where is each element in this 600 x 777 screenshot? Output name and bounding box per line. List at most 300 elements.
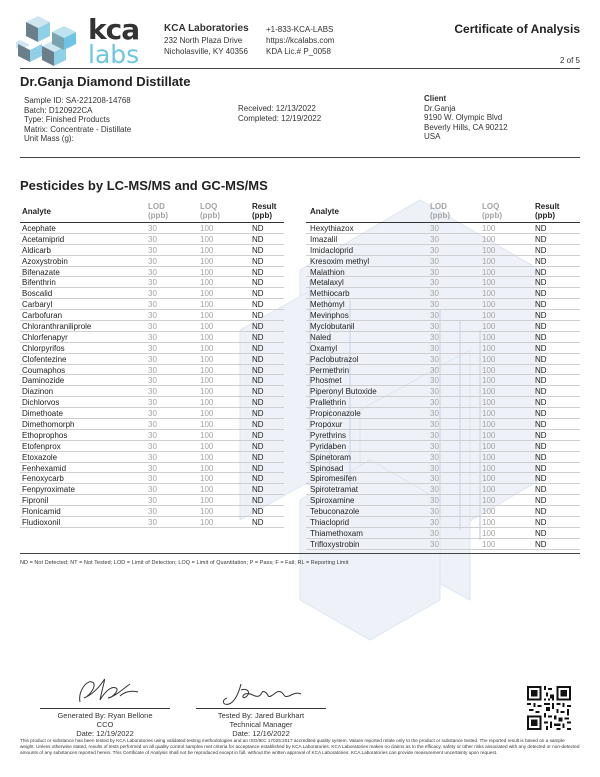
loq-header-label: LOQ xyxy=(482,202,500,211)
lod-cell: 30 xyxy=(148,311,157,321)
lod-header-label: LOD xyxy=(148,202,165,211)
analyte-cell: Spiromesifen xyxy=(310,474,357,484)
loq-header-unit: (ppb) xyxy=(200,211,220,220)
lab-contact-block xyxy=(266,24,334,57)
lod-cell: 30 xyxy=(148,430,157,440)
lod-header-label: LOD xyxy=(430,202,447,211)
loq-cell: 100 xyxy=(200,474,214,484)
table-row xyxy=(20,299,284,310)
analyte-cell: Hexythiazox xyxy=(310,224,354,233)
signature-left-handwriting xyxy=(60,672,150,708)
result-cell: ND xyxy=(252,224,264,233)
result-cell: ND xyxy=(252,289,264,299)
table-row xyxy=(20,375,284,386)
lod-cell: 30 xyxy=(430,311,439,321)
analyte-cell: Bifenazate xyxy=(22,267,60,277)
table-row xyxy=(20,506,284,517)
analyte-cell: Thiacloprid xyxy=(310,518,350,528)
loq-cell: 100 xyxy=(200,278,214,288)
analyte-cell: Paclobutrazol xyxy=(310,354,359,364)
kca-labs-logo xyxy=(16,12,156,68)
analyte-cell: Etoxazole xyxy=(22,452,58,462)
cube-logo-icon xyxy=(16,12,86,68)
table-body xyxy=(306,223,580,550)
table-row xyxy=(306,354,580,365)
result-cell: ND xyxy=(252,485,264,495)
table-row xyxy=(20,386,284,397)
analyte-cell: Oxamyl xyxy=(310,343,338,353)
result-cell: ND xyxy=(535,343,547,353)
loq-cell: 100 xyxy=(482,496,496,506)
analyte-cell: Thiamethoxam xyxy=(310,528,363,538)
legend-footnote: ND = Not Detected; NT = Not Tested; LOD = Limit of Detection; LOQ = Limit of Quantitation; P = Pass; F = Fail; RL = Reporting Limit xyxy=(20,560,349,566)
table-row xyxy=(20,452,284,463)
generated-by: Generated By: Ryan Bellone xyxy=(57,711,153,720)
lod-cell: 30 xyxy=(430,354,439,364)
loq-cell: 100 xyxy=(482,354,496,364)
result-cell: ND xyxy=(535,387,547,397)
loq-cell: 100 xyxy=(200,387,214,397)
result-cell: ND xyxy=(535,507,547,517)
table-row xyxy=(306,430,580,441)
table-row xyxy=(20,397,284,408)
result-header xyxy=(252,202,276,220)
result-cell: ND xyxy=(252,398,264,408)
lod-cell: 30 xyxy=(148,224,157,233)
result-cell: ND xyxy=(252,278,264,288)
result-cell: ND xyxy=(535,518,547,528)
lod-cell: 30 xyxy=(148,278,157,288)
unit-mass: Unit Mass (g): xyxy=(24,134,74,144)
analyte-cell: Daminozide xyxy=(22,376,65,386)
table-row xyxy=(20,223,284,234)
result-header xyxy=(535,202,559,220)
loq-cell: 100 xyxy=(200,496,214,506)
table-row xyxy=(20,517,284,528)
result-cell: ND xyxy=(535,528,547,538)
result-cell: ND xyxy=(252,311,264,321)
loq-cell: 100 xyxy=(482,539,496,549)
lab-name: KCA Laboratories xyxy=(164,23,249,34)
analyte-cell: Spinosad xyxy=(310,463,344,473)
loq-cell: 100 xyxy=(200,322,214,332)
client-label: Client xyxy=(424,94,447,103)
analyte-cell: Fenpyroximate xyxy=(22,485,75,495)
table-row xyxy=(306,495,580,506)
loq-cell: 100 xyxy=(200,267,214,277)
table-row xyxy=(306,256,580,267)
loq-header-label: LOQ xyxy=(200,202,218,211)
analyte-cell: Boscalid xyxy=(22,289,53,299)
analyte-cell: Myclobutanil xyxy=(310,322,355,332)
lod-cell: 30 xyxy=(148,354,157,364)
loq-cell: 100 xyxy=(200,311,214,321)
analyte-cell: Permethrin xyxy=(310,365,350,375)
sample-id: Sample ID: SA-221208-14768 xyxy=(24,96,131,105)
loq-cell: 100 xyxy=(482,332,496,342)
analyte-cell: Kresoxim methyl xyxy=(310,256,370,266)
loq-cell: 100 xyxy=(482,278,496,288)
lod-header xyxy=(430,202,450,220)
table-row xyxy=(20,430,284,441)
result-cell: ND xyxy=(252,430,264,440)
client-name: Dr.Ganja xyxy=(424,103,456,113)
table-header xyxy=(20,199,284,223)
lod-cell: 30 xyxy=(148,332,157,342)
loq-cell: 100 xyxy=(200,463,214,473)
lod-cell: 30 xyxy=(148,441,157,451)
loq-cell: 100 xyxy=(200,452,214,462)
lod-cell: 30 xyxy=(430,398,439,408)
table-header xyxy=(306,199,580,223)
result-cell: ND xyxy=(252,256,264,266)
result-cell: ND xyxy=(252,343,264,353)
result-cell: ND xyxy=(252,267,264,277)
loq-cell: 100 xyxy=(482,420,496,430)
result-cell: ND xyxy=(252,322,264,332)
analyte-cell: Metalaxyl xyxy=(310,278,344,288)
loq-cell: 100 xyxy=(200,365,214,375)
loq-cell: 100 xyxy=(200,245,214,255)
result-cell: ND xyxy=(535,376,547,386)
lod-cell: 30 xyxy=(430,289,439,299)
batch: Batch: D120922CA xyxy=(24,105,93,115)
table-row xyxy=(306,473,580,484)
table-row xyxy=(20,332,284,343)
table-row xyxy=(306,517,580,528)
analyte-cell: Acetamiprid xyxy=(22,234,65,244)
lod-cell: 30 xyxy=(430,496,439,506)
loq-cell: 100 xyxy=(482,224,496,233)
table-row xyxy=(20,408,284,419)
loq-cell: 100 xyxy=(482,441,496,451)
result-cell: ND xyxy=(535,463,547,473)
lod-cell: 30 xyxy=(148,507,157,517)
sample-type: Type: Finished Products xyxy=(24,115,110,125)
analyte-cell: Tebuconazole xyxy=(310,507,360,517)
loq-cell: 100 xyxy=(482,387,496,397)
lab-address-line2: Nicholasville, KY 40356 xyxy=(164,47,248,56)
lod-cell: 30 xyxy=(148,398,157,408)
client-city: Beverly Hills, CA 90212 xyxy=(424,122,508,132)
table-row xyxy=(20,419,284,430)
sample-info xyxy=(24,96,131,144)
analyte-cell: Chlorpyrifos xyxy=(22,343,65,353)
analyte-cell: Fenhexamid xyxy=(22,463,67,473)
table-row xyxy=(306,365,580,376)
result-cell: ND xyxy=(252,332,264,342)
lod-cell: 30 xyxy=(430,463,439,473)
lab-address-line1: 232 North Plaza Drive xyxy=(164,36,243,45)
lod-cell: 30 xyxy=(430,452,439,462)
result-cell: ND xyxy=(535,267,547,277)
analyte-cell: Chlorfenapyr xyxy=(22,332,68,342)
table-row xyxy=(20,321,284,332)
result-cell: ND xyxy=(252,507,264,517)
analyte-cell: Fipronil xyxy=(22,496,49,506)
table-row xyxy=(306,267,580,278)
lod-cell: 30 xyxy=(148,496,157,506)
lod-cell: 30 xyxy=(430,300,439,310)
table-row xyxy=(306,484,580,495)
loq-cell: 100 xyxy=(482,311,496,321)
lod-header-unit: (ppb) xyxy=(430,211,450,220)
analyte-cell: Diazinon xyxy=(22,387,54,397)
lod-cell: 30 xyxy=(148,322,157,332)
loq-cell: 100 xyxy=(200,256,214,266)
result-cell: ND xyxy=(252,518,264,528)
lod-cell: 30 xyxy=(430,430,439,440)
table-row xyxy=(306,321,580,332)
client-info xyxy=(424,94,508,142)
analyte-cell: Bifenthrin xyxy=(22,278,56,288)
client-country: USA xyxy=(424,132,441,142)
info-divider xyxy=(20,157,580,158)
signature-right xyxy=(196,678,326,738)
result-cell: ND xyxy=(252,387,264,397)
loq-cell: 100 xyxy=(482,507,496,517)
logo-text-kca: kca xyxy=(88,13,140,46)
table-row xyxy=(306,408,580,419)
section-title: Pesticides by LC-MS/MS and GC-MS/MS xyxy=(20,178,268,193)
tested-by-role: Technical Manager xyxy=(229,720,293,729)
analyte-cell: Spinetoram xyxy=(310,452,351,462)
result-cell: ND xyxy=(535,430,547,440)
disclaimer: This product or substance has been tested by KCA Laboratories using validated testing methodologies and an ISO/IEC 17025:2017 accredited quality system. Values reported relate only to the product or substance tested. The reported result is based on a sample weight. Unless otherwise stated, results of tests performed on all quality control samples met criteria for acceptance established by KCA Laboratories. KCA Laboratories makes no claims as to the efficacy, safety or other risks associated with any detected or non-detected amounts of any substances reported herein. This Certificate of Analysis shall not be reproduced except in full, without the written approval of KCA Laboratories. KCA Laboratories can provide measurement uncertainty upon request. xyxy=(20,738,580,755)
result-cell: ND xyxy=(535,420,547,430)
loq-cell: 100 xyxy=(200,289,214,299)
result-cell: ND xyxy=(252,365,264,375)
loq-cell: 100 xyxy=(482,245,496,255)
loq-cell: 100 xyxy=(482,234,496,244)
result-header-unit: (ppb) xyxy=(535,211,555,220)
result-cell: ND xyxy=(535,354,547,364)
lod-cell: 30 xyxy=(148,376,157,386)
loq-cell: 100 xyxy=(482,267,496,277)
table-row xyxy=(306,386,580,397)
signature-left xyxy=(40,672,170,738)
result-cell: ND xyxy=(535,322,547,332)
lod-cell: 30 xyxy=(430,343,439,353)
analyte-cell: Aldicarb xyxy=(22,245,51,255)
loq-cell: 100 xyxy=(482,322,496,332)
result-cell: ND xyxy=(535,496,547,506)
analyte-cell: Phosmet xyxy=(310,376,342,386)
lod-cell: 30 xyxy=(148,474,157,484)
analyte-cell: Propiconazole xyxy=(310,409,361,419)
analyte-cell: Spiroxamine xyxy=(310,496,355,506)
table-row xyxy=(20,245,284,256)
lod-cell: 30 xyxy=(430,365,439,375)
analyte-cell: Spirotetramat xyxy=(310,485,359,495)
lab-phone: +1-833-KCA-LABS xyxy=(266,25,334,34)
result-cell: ND xyxy=(535,398,547,408)
analyte-header: Analyte xyxy=(22,207,51,216)
generated-by-role: CCO xyxy=(96,720,114,729)
lod-cell: 30 xyxy=(430,278,439,288)
analyte-cell: Malathion xyxy=(310,267,345,277)
lod-cell: 30 xyxy=(148,256,157,266)
lab-website: https://kcalabs.com xyxy=(266,36,335,45)
table-row xyxy=(306,506,580,517)
analyte-cell: Flonicamid xyxy=(22,507,61,517)
lod-cell: 30 xyxy=(148,245,157,255)
lab-address-block xyxy=(164,22,249,57)
loq-cell: 100 xyxy=(200,376,214,386)
loq-cell: 100 xyxy=(482,430,496,440)
loq-cell: 100 xyxy=(482,528,496,538)
result-cell: ND xyxy=(535,539,547,549)
table-row xyxy=(306,539,580,550)
analyte-cell: Coumaphos xyxy=(22,365,66,375)
analyte-cell: Carbaryl xyxy=(22,300,53,310)
lod-cell: 30 xyxy=(430,474,439,484)
lod-cell: 30 xyxy=(430,267,439,277)
table-row xyxy=(20,267,284,278)
lod-cell: 30 xyxy=(430,507,439,517)
table-row xyxy=(20,495,284,506)
result-header-label: Result xyxy=(535,202,560,211)
page-number: 2 of 5 xyxy=(559,56,580,65)
table-row xyxy=(20,277,284,288)
analyte-cell: Ethoprophos xyxy=(22,430,68,440)
lod-cell: 30 xyxy=(148,343,157,353)
table-row xyxy=(306,463,580,474)
result-cell: ND xyxy=(252,376,264,386)
result-cell: ND xyxy=(252,300,264,310)
table-row xyxy=(306,332,580,343)
analyte-cell: Piperonyl Butoxide xyxy=(310,387,377,397)
lod-cell: 30 xyxy=(430,376,439,386)
table-row xyxy=(306,452,580,463)
tested-by: Tested By: Jared Burkhart xyxy=(217,711,305,720)
loq-cell: 100 xyxy=(200,234,214,244)
result-cell: ND xyxy=(535,332,547,342)
table-row xyxy=(306,419,580,430)
analyte-cell: Dimethoate xyxy=(22,409,63,419)
analyte-cell: Etofenprox xyxy=(22,441,61,451)
table-row xyxy=(306,288,580,299)
result-cell: ND xyxy=(535,256,547,266)
lod-cell: 30 xyxy=(430,322,439,332)
lod-cell: 30 xyxy=(430,387,439,397)
result-cell: ND xyxy=(252,474,264,484)
loq-cell: 100 xyxy=(482,518,496,528)
table-row xyxy=(306,299,580,310)
loq-cell: 100 xyxy=(200,224,214,233)
table-row xyxy=(20,473,284,484)
table-row xyxy=(306,397,580,408)
result-cell: ND xyxy=(252,354,264,364)
result-cell: ND xyxy=(535,289,547,299)
table-body xyxy=(20,223,284,528)
sample-dates xyxy=(238,104,321,123)
lod-cell: 30 xyxy=(148,463,157,473)
lod-cell: 30 xyxy=(148,485,157,495)
table-row xyxy=(306,245,580,256)
loq-cell: 100 xyxy=(200,343,214,353)
header-divider xyxy=(20,68,580,69)
table-bottom-divider xyxy=(20,553,580,554)
lod-cell: 30 xyxy=(430,518,439,528)
loq-cell: 100 xyxy=(482,376,496,386)
loq-header-unit: (ppb) xyxy=(482,211,502,220)
result-cell: ND xyxy=(535,278,547,288)
table-row xyxy=(306,310,580,321)
result-cell: ND xyxy=(252,496,264,506)
result-cell: ND xyxy=(535,452,547,462)
pesticides-table-left xyxy=(20,199,284,528)
loq-cell: 100 xyxy=(482,256,496,266)
lod-cell: 30 xyxy=(148,387,157,397)
client-street: 9190 W. Olympic Blvd xyxy=(424,113,503,123)
table-row xyxy=(20,234,284,245)
result-cell: ND xyxy=(535,485,547,495)
lod-cell: 30 xyxy=(430,332,439,342)
signature-left-line xyxy=(40,708,170,709)
signature-right-handwriting xyxy=(211,678,311,708)
loq-cell: 100 xyxy=(482,485,496,495)
table-row xyxy=(306,375,580,386)
result-cell: ND xyxy=(252,452,264,462)
result-header-unit: (ppb) xyxy=(252,211,272,220)
table-row xyxy=(20,256,284,267)
received-date: Received: 12/13/2022 xyxy=(238,104,316,113)
lod-cell: 30 xyxy=(430,256,439,266)
loq-cell: 100 xyxy=(482,474,496,484)
signature-right-line xyxy=(196,708,326,709)
completed-date: Completed: 12/19/2022 xyxy=(238,113,322,123)
lod-cell: 30 xyxy=(430,224,439,233)
result-cell: ND xyxy=(535,245,547,255)
result-cell: ND xyxy=(252,409,264,419)
loq-cell: 100 xyxy=(482,289,496,299)
analyte-cell: Trifloxystrobin xyxy=(310,539,360,549)
analyte-cell: Prallethrin xyxy=(310,398,347,408)
table-row xyxy=(306,234,580,245)
matrix: Matrix: Concentrate - Distillate xyxy=(24,124,132,134)
loq-cell: 100 xyxy=(200,485,214,495)
table-row xyxy=(20,288,284,299)
lod-cell: 30 xyxy=(148,234,157,244)
analyte-cell: Carbofuran xyxy=(22,311,63,321)
analyte-cell: Dimethomorph xyxy=(22,420,75,430)
analyte-cell: Imidacloprid xyxy=(310,245,354,255)
loq-cell: 100 xyxy=(482,365,496,375)
table-row xyxy=(20,484,284,495)
result-cell: ND xyxy=(535,474,547,484)
analyte-cell: Fludioxonil xyxy=(22,518,61,528)
table-row xyxy=(20,463,284,474)
result-cell: ND xyxy=(535,300,547,310)
result-cell: ND xyxy=(535,311,547,321)
analyte-cell: Mevinphos xyxy=(310,311,349,321)
loq-cell: 100 xyxy=(482,463,496,473)
loq-cell: 100 xyxy=(482,452,496,462)
result-cell: ND xyxy=(535,224,547,233)
result-cell: ND xyxy=(252,234,264,244)
lod-cell: 30 xyxy=(148,452,157,462)
pesticides-table-right xyxy=(306,199,580,550)
lod-header xyxy=(148,202,168,220)
analyte-cell: Methiocarb xyxy=(310,289,350,299)
table-row xyxy=(306,277,580,288)
result-header-label: Result xyxy=(252,202,277,211)
table-row xyxy=(306,223,580,234)
lod-header-unit: (ppb) xyxy=(148,211,168,220)
tested-date: Date: 12/16/2022 xyxy=(232,729,290,738)
analyte-header: Analyte xyxy=(310,207,339,216)
